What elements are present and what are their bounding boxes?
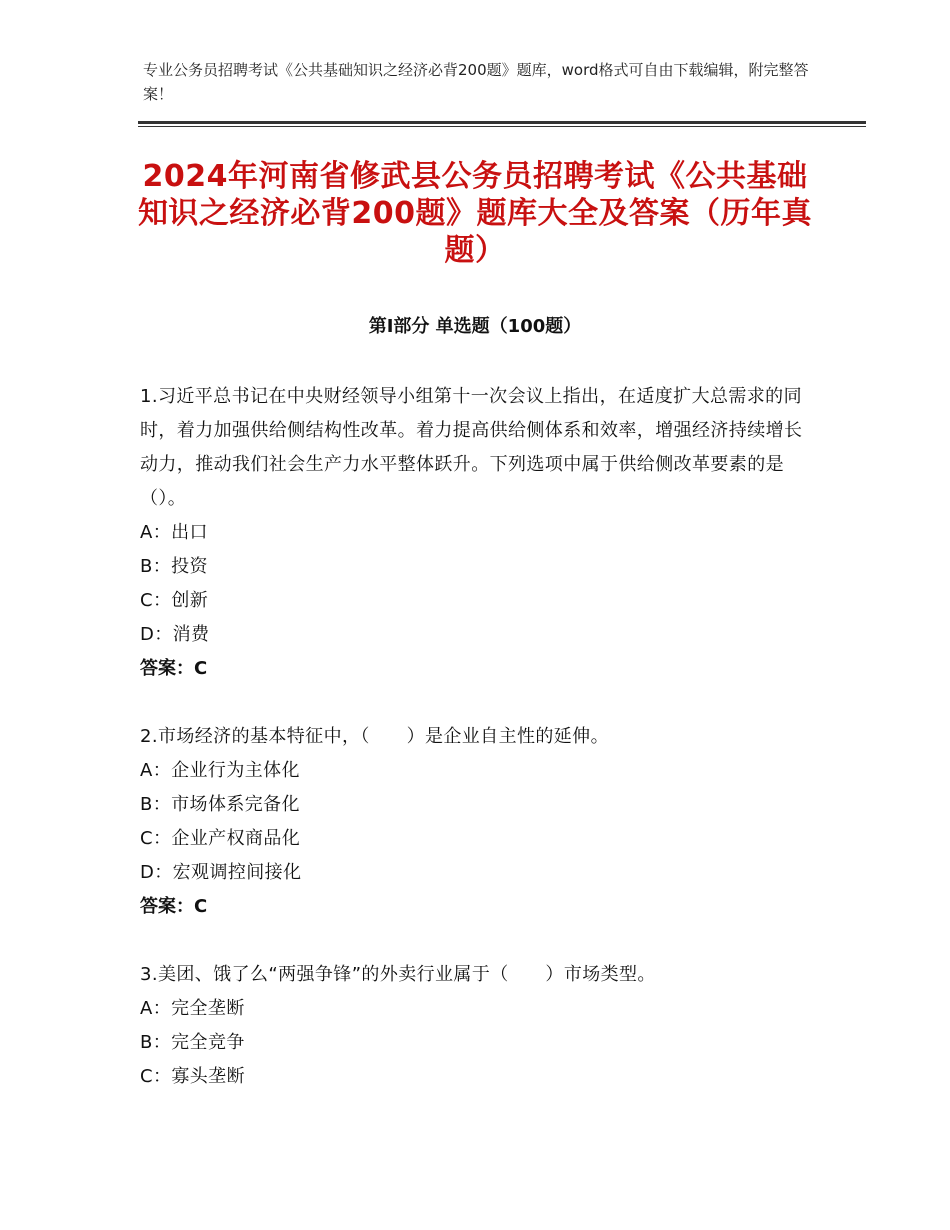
question-1 (140, 380, 810, 686)
document-title: 2024年河南省修武县公务员招聘考试《公共基础知识之经济必背200题》题库大全及答案（历年真题） (137, 159, 813, 268)
option-b: B：市场体系完备化 (140, 794, 300, 815)
option-b: B：投资 (140, 556, 208, 577)
header-note: 专业公务员招聘考试《公共基础知识之经济必背200题》题库，word格式可自由下载编辑，附完整答案！ (143, 61, 809, 103)
option-a: A：出口 (140, 522, 208, 543)
answer: 答案：C (140, 896, 208, 917)
answer: 答案：C (140, 658, 208, 679)
option-a: A：完全垄断 (140, 998, 245, 1019)
header-rule-thin (138, 126, 866, 127)
section-title: 第Ⅰ部分 单选题（100题） (368, 316, 582, 337)
question-stem: 3.美团、饿了么“两强争锋”的外卖行业属于（ ）市场类型。 (140, 964, 656, 985)
option-b: B：完全竞争 (140, 1032, 245, 1053)
option-c: C：寡头垄断 (140, 1066, 245, 1087)
question-2 (140, 720, 810, 924)
option-c: C：创新 (140, 590, 209, 611)
question-3 (140, 958, 810, 1094)
question-stem: 2.市场经济的基本特征中，（ ）是企业自主性的延伸。 (140, 726, 609, 747)
option-d: D：宏观调控间接化 (140, 862, 302, 883)
option-a: A：企业行为主体化 (140, 760, 300, 781)
option-c: C：企业产权商品化 (140, 828, 301, 849)
question-stem: 1.习近平总书记在中央财经领导小组第十一次会议上指出，在适度扩大总需求的同时，着力加强供给侧结构性改革。着力提高供给侧体系和效率，增强经济持续增长动力，推动我们社会生产力水平整体跃升。下列选项中属于供给侧改革要素的是（）。 (140, 386, 803, 509)
question-list (140, 380, 810, 1128)
option-d: D：消费 (140, 624, 210, 645)
header-rule-thick (138, 121, 866, 124)
